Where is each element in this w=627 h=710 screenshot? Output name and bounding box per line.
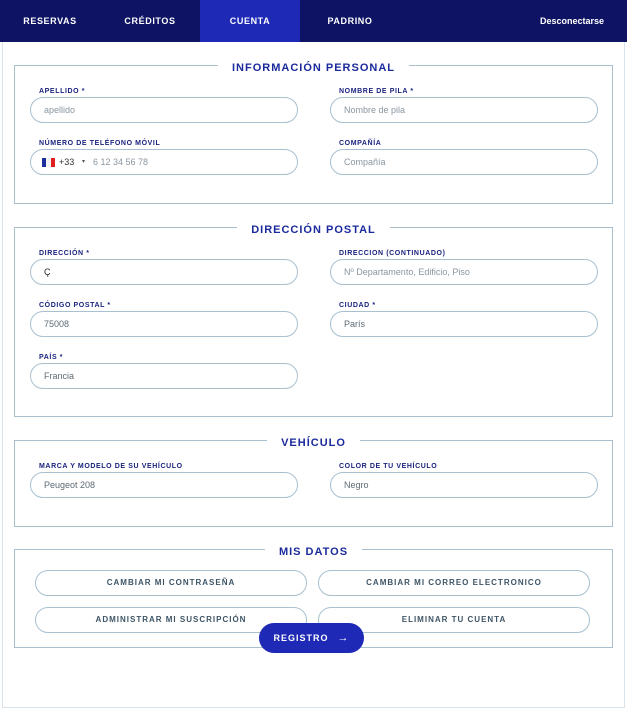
arrow-right-icon: → [337,632,350,644]
top-navigation [0,0,627,42]
codigo-postal-input[interactable] [30,311,298,337]
chevron-down-icon[interactable]: ▾ [82,159,86,165]
phone-input[interactable] [93,151,288,173]
direccion2-label: DIRECCION (CONTINUADO) [339,250,446,257]
nav-padrino[interactable]: PADRINO [327,16,373,26]
dial-code[interactable]: +33 [59,157,75,167]
delete-account-button[interactable]: ELIMINAR TU CUENTA [318,607,590,633]
apellido-input[interactable] [30,97,298,123]
color-label: COLOR DE TU VEHÍCULO [339,463,438,470]
personal-info-title: INFORMACIÓN PERSONAL [218,61,409,75]
vehicle-title: VEHÍCULO [267,436,360,450]
vehicle-section [14,437,613,527]
apellido-label: APELLIDO * [39,88,86,95]
codigo-postal-label: CÓDIGO POSTAL * [39,302,111,309]
pais-label: PAÍS * [39,354,64,361]
nav-creditos[interactable]: CRÉDITOS [124,16,176,26]
marca-input[interactable] [30,472,298,498]
compania-label: COMPAÑÍA [339,140,382,147]
france-flag-icon[interactable] [42,158,55,167]
change-email-button[interactable]: CAMBIAR MI CORREO ELECTRONICO [318,570,590,596]
nombre-label: NOMBRE DE PILA * [339,88,414,95]
logout-link[interactable]: Desconectarse [539,16,605,26]
registro-button[interactable] [259,623,364,653]
personal-info-section [14,62,613,204]
nombre-input[interactable] [330,97,598,123]
my-data-title: MIS DATOS [265,545,362,559]
manage-subscription-button[interactable]: ADMINISTRAR MI SUSCRIPCIÓN [35,607,307,633]
color-input[interactable] [330,472,598,498]
postal-address-title: DIRECCIÓN POSTAL [237,223,390,237]
nav-cuenta[interactable]: CUENTA [200,0,300,42]
ciudad-label: CIUDAD * [339,302,376,309]
direccion2-input[interactable] [330,259,598,285]
pais-input[interactable] [30,363,298,389]
telefono-label: NÚMERO DE TELÉFONO MÓVIL [39,140,161,147]
marca-label: MARCA Y MODELO DE SU VEHÍCULO [39,463,183,470]
direccion-input[interactable] [30,259,298,285]
registro-label: REGISTRO [273,633,329,643]
phone-input-wrapper [30,149,298,175]
nav-reservas[interactable]: RESERVAS [23,16,77,26]
postal-address-section [14,224,613,417]
ciudad-input[interactable] [330,311,598,337]
change-password-button[interactable]: CAMBIAR MI CONTRASEÑA [35,570,307,596]
direccion-label: DIRECCIÓN * [39,250,90,257]
compania-input[interactable] [330,149,598,175]
